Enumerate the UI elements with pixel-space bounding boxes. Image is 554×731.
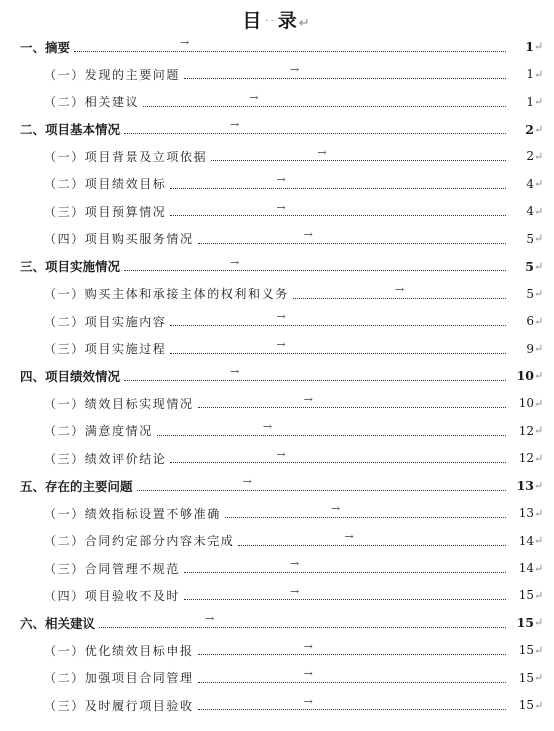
toc-subsection-entry[interactable] bbox=[0, 198, 554, 225]
tab-arrow-icon: → bbox=[276, 200, 286, 214]
toc-section-entry[interactable] bbox=[0, 115, 554, 142]
paragraph-mark-icon: ↵ bbox=[298, 16, 312, 31]
paragraph-mark-icon: ↵ bbox=[534, 506, 544, 520]
tab-arrow-icon: → bbox=[276, 173, 286, 187]
toc-subsection-entry[interactable] bbox=[0, 554, 554, 581]
paragraph-mark-icon: ↵ bbox=[534, 204, 544, 218]
dot-leader bbox=[184, 571, 506, 573]
toc-entry-label: （二）加强项目合同管理 bbox=[44, 671, 194, 686]
paragraph-mark-icon: ↵ bbox=[534, 232, 544, 246]
dot-leader bbox=[143, 105, 506, 107]
toc-page-number: 2 bbox=[526, 149, 534, 164]
toc-page-number: 4 bbox=[526, 204, 534, 219]
toc-page-number: 10 bbox=[518, 396, 534, 411]
toc-subsection-entry[interactable] bbox=[0, 527, 554, 554]
toc-entry-label: （一）绩效目标实现情况 bbox=[44, 396, 194, 411]
tab-arrow-icon: → bbox=[276, 337, 286, 351]
tab-arrow-icon: → bbox=[230, 255, 240, 269]
dot-leader bbox=[157, 434, 506, 436]
tab-arrow-icon: → bbox=[303, 392, 313, 406]
toc-entry-label: 三、项目实施情况 bbox=[20, 259, 121, 275]
toc-page-number: 5 bbox=[526, 231, 534, 246]
toc-subsection-entry[interactable] bbox=[0, 225, 554, 252]
toc-page-number: 5 bbox=[526, 286, 534, 301]
paragraph-mark-icon: ↵ bbox=[534, 149, 544, 163]
toc-subsection-entry[interactable] bbox=[0, 664, 554, 691]
paragraph-mark-icon: ↵ bbox=[534, 177, 544, 191]
dot-leader bbox=[198, 653, 506, 655]
tab-arrow-icon: → bbox=[290, 63, 300, 77]
tab-arrow-icon: → bbox=[344, 529, 354, 543]
paragraph-mark-icon: ↵ bbox=[534, 561, 544, 575]
toc-page-number: 14 bbox=[518, 561, 534, 576]
paragraph-mark-icon: ↵ bbox=[534, 67, 544, 81]
toc-entry-label: （二）项目实施内容 bbox=[44, 314, 167, 329]
toc-page-number: 15 bbox=[518, 643, 534, 658]
toc-subsection-entry[interactable] bbox=[0, 170, 554, 197]
dot-leader bbox=[170, 461, 506, 463]
toc-subsection-entry[interactable] bbox=[0, 390, 554, 417]
toc-page-number: 1 bbox=[526, 67, 534, 82]
dot-leader bbox=[184, 77, 506, 79]
tab-arrow-icon: → bbox=[242, 475, 252, 488]
dot-leader bbox=[198, 681, 506, 683]
tab-arrow-icon: → bbox=[290, 584, 300, 598]
table-of-contents bbox=[0, 33, 554, 719]
title-char-right: 录 bbox=[277, 10, 299, 32]
dot-leader bbox=[293, 297, 506, 299]
paragraph-mark-icon: ↵ bbox=[534, 259, 544, 273]
toc-entry-label: （二）合同约定部分内容未完成 bbox=[44, 534, 235, 549]
toc-entry-label: 四、项目绩效情况 bbox=[20, 368, 121, 384]
dot-leader bbox=[198, 406, 506, 408]
dot-leader bbox=[124, 132, 506, 134]
tab-arrow-icon: → bbox=[249, 90, 259, 104]
toc-subsection-entry[interactable] bbox=[0, 88, 554, 115]
paragraph-mark-icon: ↵ bbox=[534, 698, 544, 712]
dot-leader bbox=[170, 324, 506, 326]
toc-entry-label: （三）项目预算情况 bbox=[44, 204, 167, 219]
tab-arrow-icon: → bbox=[290, 557, 300, 571]
toc-entry-label: （二）项目绩效目标 bbox=[44, 177, 167, 192]
dot-leader bbox=[170, 352, 506, 354]
toc-page-number: 10 bbox=[516, 368, 534, 384]
dot-leader bbox=[225, 516, 506, 518]
dot-leader bbox=[198, 242, 506, 244]
toc-subsection-entry[interactable] bbox=[0, 335, 554, 362]
toc-entry-label: 二、项目基本情况 bbox=[20, 122, 121, 138]
toc-subsection-entry[interactable] bbox=[0, 692, 554, 719]
paragraph-mark-icon: ↵ bbox=[534, 369, 544, 383]
toc-entry-label: 五、存在的主要问题 bbox=[20, 478, 133, 494]
paragraph-mark-icon: ↵ bbox=[534, 95, 544, 109]
toc-section-entry[interactable] bbox=[0, 33, 554, 60]
paragraph-mark-icon: ↵ bbox=[534, 588, 544, 602]
toc-page-number: 13 bbox=[518, 506, 534, 521]
toc-entry-label: （一）购买主体和承接主体的权利和义务 bbox=[44, 287, 289, 302]
toc-page-number: 1 bbox=[526, 94, 534, 109]
paragraph-mark-icon: ↵ bbox=[534, 40, 544, 54]
toc-entry-label: （一）绩效指标设置不够准确 bbox=[44, 506, 221, 521]
dot-leader bbox=[198, 708, 506, 710]
toc-page-number: 2 bbox=[525, 121, 534, 137]
title-char-left: 目 bbox=[242, 10, 264, 32]
paragraph-mark-icon: ↵ bbox=[534, 671, 544, 685]
paragraph-mark-icon: ↵ bbox=[534, 287, 544, 301]
paragraph-mark-icon: ↵ bbox=[534, 479, 544, 493]
paragraph-mark-icon: ↵ bbox=[534, 122, 544, 136]
toc-page-number: 9 bbox=[526, 341, 534, 356]
toc-page-number: 6 bbox=[526, 314, 534, 329]
toc-entry-label: 一、摘要 bbox=[20, 39, 71, 55]
paragraph-mark-icon: ↵ bbox=[534, 314, 544, 328]
dot-leader bbox=[184, 598, 506, 600]
toc-page-number: 12 bbox=[518, 423, 534, 438]
dot-leader bbox=[211, 159, 506, 161]
tab-arrow-icon: → bbox=[317, 145, 327, 159]
dot-leader bbox=[170, 187, 506, 189]
paragraph-mark-icon: ↵ bbox=[534, 396, 544, 410]
toc-section-entry[interactable] bbox=[0, 253, 554, 280]
toc-subsection-entry[interactable] bbox=[0, 417, 554, 444]
toc-entry-label: （一）发现的主要问题 bbox=[44, 67, 181, 82]
toc-subsection-entry[interactable] bbox=[0, 582, 554, 609]
tab-arrow-icon: → bbox=[262, 420, 273, 434]
toc-page-number: 15 bbox=[518, 588, 534, 603]
tab-arrow-icon: → bbox=[180, 36, 190, 49]
toc-subsection-entry[interactable] bbox=[0, 307, 554, 334]
dot-leader bbox=[124, 379, 506, 381]
paragraph-mark-icon: ↵ bbox=[534, 451, 544, 465]
tab-arrow-icon: → bbox=[303, 639, 313, 653]
toc-entry-label: （二）相关建议 bbox=[44, 95, 140, 110]
tab-arrow-icon: → bbox=[303, 694, 313, 708]
toc-section-entry[interactable] bbox=[0, 609, 554, 636]
tab-arrow-icon: → bbox=[276, 447, 286, 461]
title-dots: ·· bbox=[265, 16, 276, 27]
toc-entry-label: （一）项目背景及立项依据 bbox=[44, 149, 208, 164]
tab-arrow-icon: → bbox=[330, 502, 341, 516]
dot-leader bbox=[137, 489, 506, 491]
toc-page-number: 14 bbox=[518, 533, 534, 548]
dot-leader bbox=[170, 214, 506, 216]
page-title bbox=[0, 6, 554, 33]
toc-page-number: 5 bbox=[525, 258, 534, 274]
toc-section-entry[interactable] bbox=[0, 472, 554, 499]
tab-arrow-icon: → bbox=[303, 228, 313, 242]
tab-arrow-icon: → bbox=[276, 310, 286, 324]
paragraph-mark-icon: ↵ bbox=[534, 342, 544, 356]
tab-arrow-icon: → bbox=[303, 667, 313, 681]
tab-arrow-icon: → bbox=[205, 612, 215, 626]
toc-page-number: 15 bbox=[518, 670, 534, 685]
toc-entry-label: （四）项目验收不及时 bbox=[44, 588, 181, 603]
paragraph-mark-icon: ↵ bbox=[534, 643, 544, 657]
toc-entry-label: （二）满意度情况 bbox=[44, 424, 153, 439]
toc-subsection-entry[interactable] bbox=[0, 499, 554, 526]
toc-page-number: 4 bbox=[526, 176, 534, 191]
toc-subsection-entry[interactable] bbox=[0, 60, 554, 87]
toc-entry-label: （三）合同管理不规范 bbox=[44, 561, 181, 576]
toc-subsection-entry[interactable] bbox=[0, 445, 554, 472]
toc-subsection-entry[interactable] bbox=[0, 637, 554, 664]
toc-entry-label: 六、相关建议 bbox=[20, 615, 96, 631]
toc-page-number: 12 bbox=[518, 451, 534, 466]
paragraph-mark-icon: ↵ bbox=[534, 424, 544, 438]
dot-leader bbox=[124, 269, 506, 271]
toc-entry-label: （一）优化绩效目标申报 bbox=[44, 643, 194, 658]
paragraph-mark-icon: ↵ bbox=[534, 534, 544, 548]
toc-page-number: 1 bbox=[525, 39, 534, 55]
toc-subsection-entry[interactable] bbox=[0, 280, 554, 307]
toc-subsection-entry[interactable] bbox=[0, 143, 554, 170]
toc-page-number: 15 bbox=[518, 698, 534, 713]
tab-arrow-icon: → bbox=[230, 118, 240, 132]
dot-leader bbox=[99, 626, 506, 628]
dot-leader bbox=[74, 50, 506, 52]
toc-page-number: 15 bbox=[516, 615, 534, 631]
toc-entry-label: （三）及时履行项目验收 bbox=[44, 698, 194, 713]
paragraph-mark-icon: ↵ bbox=[534, 616, 544, 630]
toc-section-entry[interactable] bbox=[0, 362, 554, 389]
tab-arrow-icon: → bbox=[230, 365, 240, 379]
tab-arrow-icon: → bbox=[395, 282, 405, 296]
dot-leader bbox=[238, 544, 506, 546]
toc-entry-label: （三）项目实施过程 bbox=[44, 342, 167, 357]
toc-entry-label: （三）绩效评价结论 bbox=[44, 451, 167, 466]
toc-page-number: 13 bbox=[516, 478, 534, 494]
toc-entry-label: （四）项目购买服务情况 bbox=[44, 232, 194, 247]
